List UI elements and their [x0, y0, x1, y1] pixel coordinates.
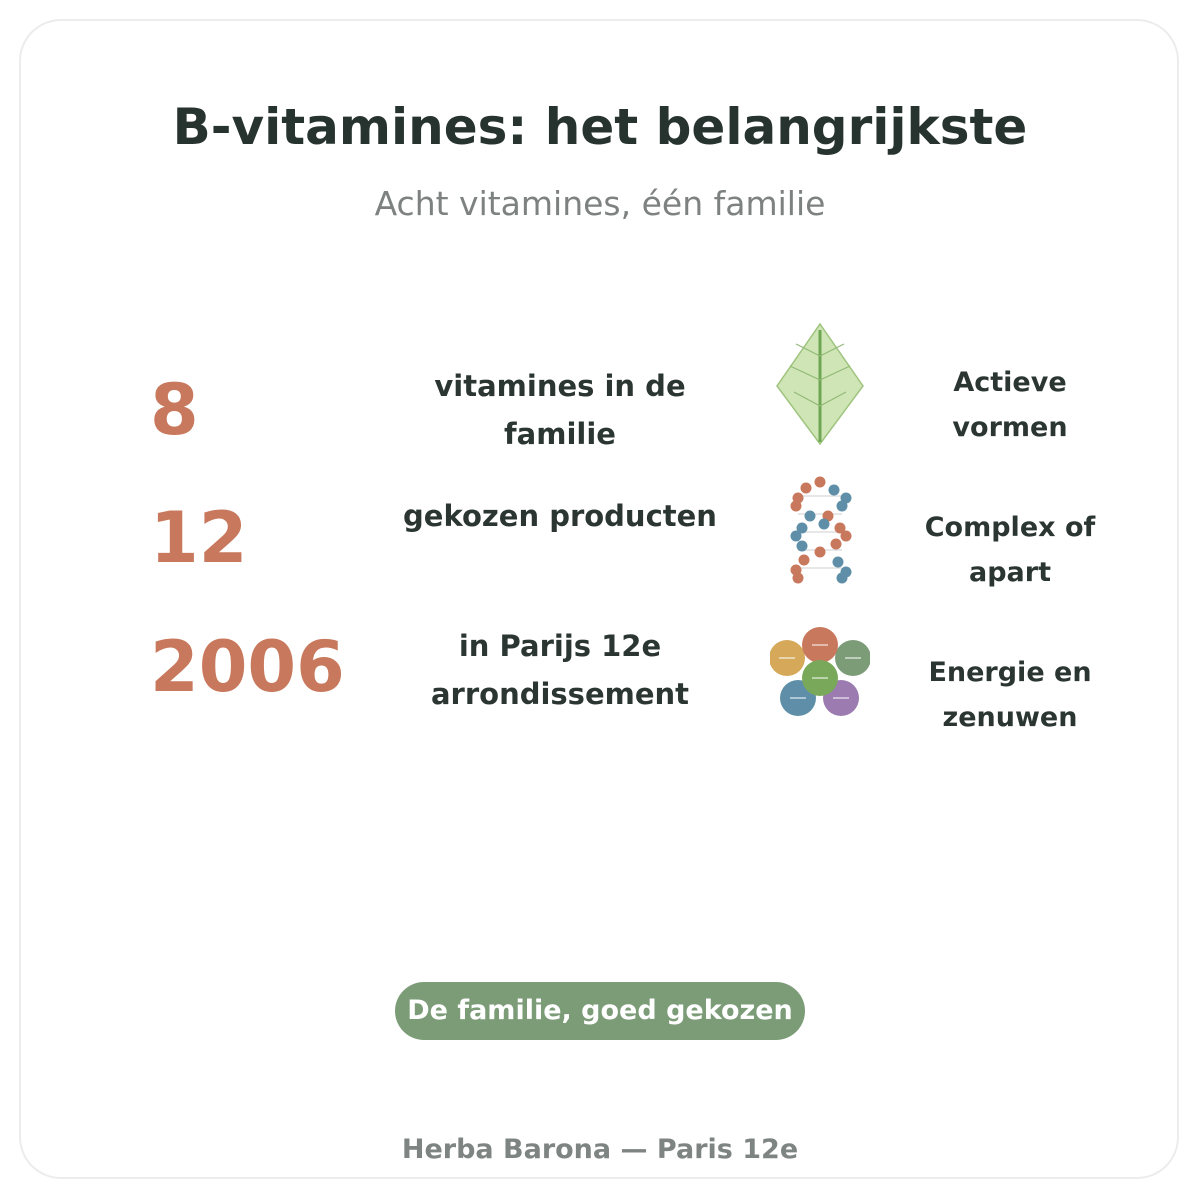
stat-number-vitamins: 8	[150, 369, 199, 451]
feature-label-energy: Energie en zenuwen	[928, 657, 1092, 733]
stat-label-vitamins: vitamines in de familie	[434, 369, 686, 451]
feature-label-complex: Complex of apart	[924, 512, 1096, 588]
page-subtitle: Acht vitamines, één familie	[374, 184, 826, 223]
stat-label-year: in Parijs 12e arrondissement	[430, 629, 690, 711]
feature-label-active-forms: Actieve vormen	[952, 367, 1068, 443]
stat-number-year: 2006	[150, 626, 345, 708]
molecule-cluster-icon	[770, 622, 870, 746]
leaf-icon	[770, 322, 870, 446]
stat-label-products: gekozen producten	[403, 499, 717, 533]
footer-brand: Herba Barona — Paris 12e	[401, 1134, 799, 1165]
stat-number-products: 12	[150, 497, 248, 579]
dna-helix-icon	[770, 472, 870, 596]
page-title: B-vitamines: het belangrijkste	[172, 98, 1028, 156]
cta-button[interactable]: De familie, goed gekozen	[395, 982, 805, 1040]
